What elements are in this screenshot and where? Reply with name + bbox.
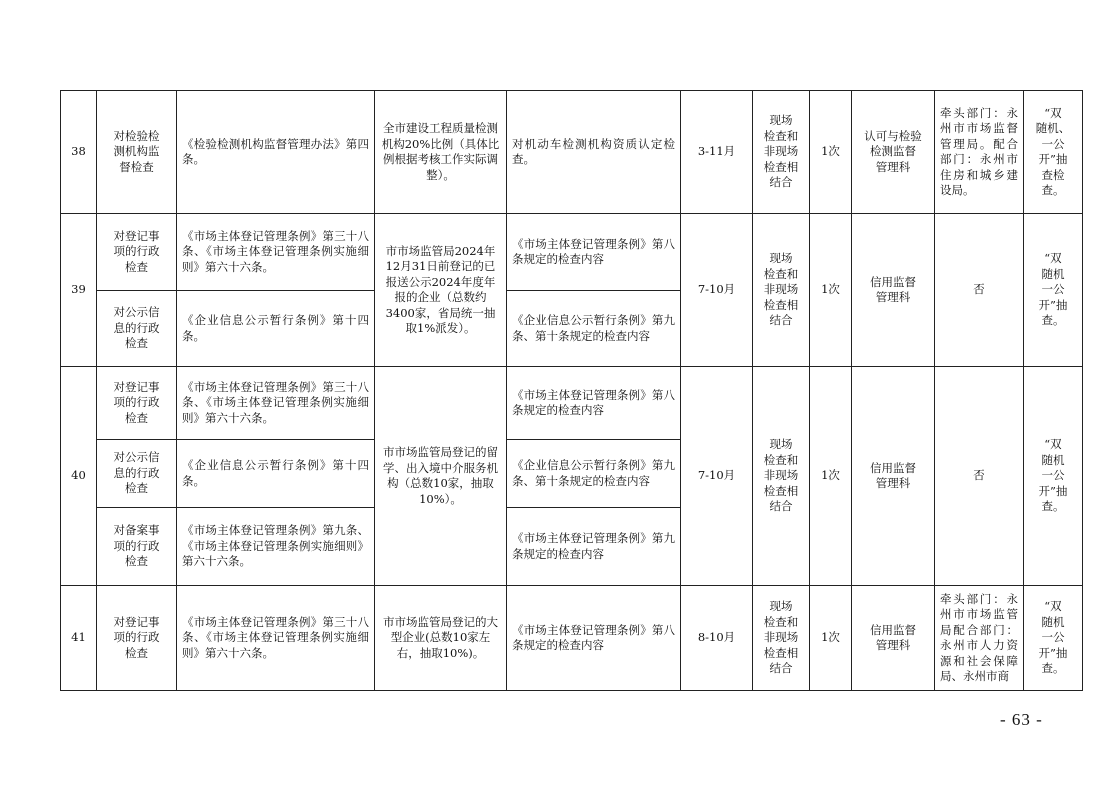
legal-basis: 《检验检测机构监督管理办法》第四条。	[177, 91, 375, 214]
inspection-mode: “双 随机 一公 开”抽 查。	[1024, 367, 1083, 586]
inspection-time: 7-10月	[681, 367, 753, 586]
item-name: 对公示信 息的行政 检查	[97, 291, 177, 367]
legal-basis: 《企业信息公示暂行条例》第十四条。	[177, 440, 375, 508]
inspection-content: 《企业信息公示暂行条例》第九条、第十条规定的检查内容	[507, 440, 681, 508]
inspection-time: 8-10月	[681, 586, 753, 691]
inspection-content: 对机动车检测机构资质认定检查。	[507, 91, 681, 214]
table-row	[61, 586, 1083, 691]
table-row	[61, 91, 1083, 214]
inspection-target: 全市建设工程质量检测机构20%比例（具体比例根据考核工作实际调整）。	[375, 91, 507, 214]
inspection-content: 《市场主体登记管理条例》第九条规定的检查内容	[507, 508, 681, 586]
responsible-dept: 认可与检验 检测监督 管理科	[852, 91, 935, 214]
page-number: - 63 -	[1000, 710, 1043, 729]
responsible-dept: 信用监督 管理科	[852, 214, 935, 367]
inspection-content: 《市场主体登记管理条例》第八条规定的检查内容	[507, 214, 681, 291]
item-name: 对公示信 息的行政 检查	[97, 440, 177, 508]
table-row	[61, 214, 1083, 291]
inspection-mode: “双 随机、 一公 开”抽 查检 查。	[1024, 91, 1083, 214]
inspection-frequency: 1次	[810, 91, 852, 214]
row-number: 40	[61, 367, 97, 586]
responsible-dept: 信用监督 管理科	[852, 586, 935, 691]
inspection-content: 《企业信息公示暂行条例》第九条、第十条规定的检查内容	[507, 291, 681, 367]
joint-departments: 牵头部门：永州市市场监管局配合部门：永州市人力资源和社会保障局、永州市商	[935, 586, 1024, 691]
item-name: 对登记事 项的行政 检查	[97, 367, 177, 440]
row-number: 41	[61, 586, 97, 691]
inspection-mode: “双 随机 一公 开”抽 查。	[1024, 586, 1083, 691]
legal-basis: 《市场主体登记管理条例》第三十八条、《市场主体登记管理条例实施细则》第六十六条。	[177, 586, 375, 691]
row-number: 39	[61, 214, 97, 367]
inspection-target: 市市场监管局登记的大型企业(总数10家左右，抽取10%)。	[375, 586, 507, 691]
inspection-time: 7-10月	[681, 214, 753, 367]
responsible-dept: 信用监督 管理科	[852, 367, 935, 586]
item-name: 对检验检 测机构监 督检查	[97, 91, 177, 214]
inspection-time: 3-11月	[681, 91, 753, 214]
item-name: 对登记事 项的行政 检查	[97, 586, 177, 691]
joint-departments: 否	[935, 367, 1024, 586]
legal-basis: 《市场主体登记管理条例》第三十八条、《市场主体登记管理条例实施细则》第六十六条。	[177, 367, 375, 440]
item-name: 对备案事 项的行政 检查	[97, 508, 177, 586]
legal-basis: 《企业信息公示暂行条例》第十四条。	[177, 291, 375, 367]
joint-departments: 否	[935, 214, 1024, 367]
inspection-plan-table	[60, 90, 1083, 691]
inspection-frequency: 1次	[810, 214, 852, 367]
legal-basis: 《市场主体登记管理条例》第九条、《市场主体登记管理条例实施细则》第六十六条。	[177, 508, 375, 586]
inspection-frequency: 1次	[810, 367, 852, 586]
inspection-frequency: 1次	[810, 586, 852, 691]
inspection-mode: “双 随机 一公 开”抽 查。	[1024, 214, 1083, 367]
table-row	[61, 367, 1083, 440]
inspection-target: 市市场监管局2024年12月31日前登记的已报送公示2024年度年报的企业（总数约3400家，省局统一抽取1%派发）。	[375, 214, 507, 367]
row-number: 38	[61, 91, 97, 214]
inspection-content: 《市场主体登记管理条例》第八条规定的检查内容	[507, 367, 681, 440]
legal-basis: 《市场主体登记管理条例》第三十八条、《市场主体登记管理条例实施细则》第六十六条。	[177, 214, 375, 291]
inspection-method: 现场 检查和 非现场 检查相 结合	[753, 367, 810, 586]
inspection-method: 现场 检查和 非现场 检查相 结合	[753, 586, 810, 691]
inspection-method: 现场 检查和 非现场 检查相 结合	[753, 91, 810, 214]
inspection-target: 市市场监管局登记的留学、出入境中介服务机构（总数10家，抽取10%）。	[375, 367, 507, 586]
item-name: 对登记事 项的行政 检查	[97, 214, 177, 291]
document-page	[60, 90, 1082, 691]
inspection-content: 《市场主体登记管理条例》第八条规定的检查内容	[507, 586, 681, 691]
inspection-method: 现场 检查和 非现场 检查相 结合	[753, 214, 810, 367]
joint-departments: 牵头部门：永州市市场监督管理局。配合部门：永州市住房和城乡建设局。	[935, 91, 1024, 214]
